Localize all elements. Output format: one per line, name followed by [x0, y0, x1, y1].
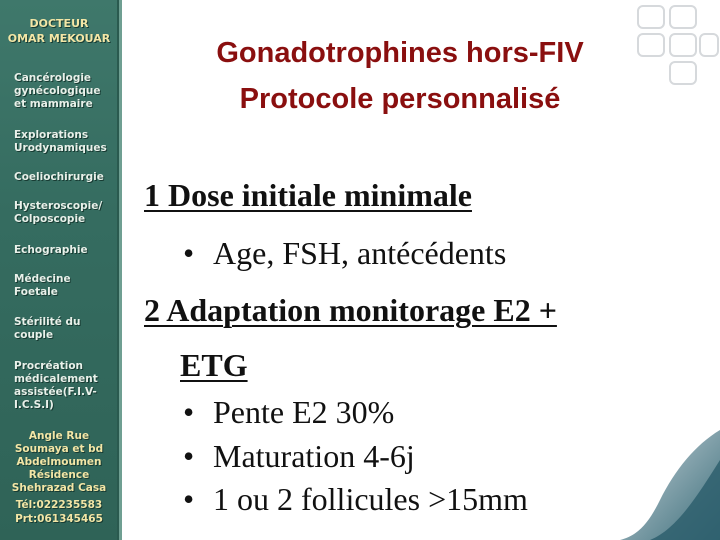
bullet-text: 1 ou 2 follicules >15mm — [213, 481, 528, 517]
bullet-mark: • — [183, 438, 195, 474]
sidebar-item-coeliochirurgie[interactable]: Coeliochirurgie — [14, 171, 104, 183]
phone-number: Tél:022235583 — [15, 499, 103, 511]
mobile-number: Prt:061345465 — [15, 513, 103, 525]
bullet-mark: • — [183, 481, 195, 517]
title-line-1: Gonadotrophines hors-FIV — [216, 37, 584, 69]
bullet-text: Pente E2 30% — [213, 394, 395, 430]
doctor-name: DOCTEUR OMAR MEKOUAR — [7, 17, 111, 45]
heading-adaptation: 2 Adaptation monitorage E2 + — [144, 292, 557, 328]
heading-adaptation-cont: ETG — [180, 347, 248, 383]
bullet-mark: • — [183, 235, 195, 271]
heading-dose-initiale: 1 Dose initiale minimale — [144, 177, 472, 213]
sidebar-item-explorations[interactable]: Explorations Urodynamiques — [14, 129, 107, 154]
bullet-item — [183, 233, 506, 273]
sidebar-item-cancerologie[interactable]: Cancérologie gynécologique et mammaire — [14, 72, 101, 110]
bullet-text: Age, FSH, antécédents — [213, 235, 507, 271]
slide-title — [140, 30, 660, 122]
sidebar-item-sterilite[interactable]: Stérilité du couple — [14, 316, 81, 341]
title-line-2: Protocole personnalisé — [239, 83, 561, 115]
bullet-text: Maturation 4-6j — [213, 438, 415, 474]
sidebar-item-pma[interactable]: Procréation médicalement assistée(F.I.V- I.C.S.I) — [14, 360, 98, 411]
sidebar-item-hysteroscopie[interactable]: Hysteroscopie/ Colposcopie — [14, 200, 103, 225]
sidebar-item-medecine-foetale[interactable]: Médecine Foetale — [14, 273, 71, 298]
address-block: Angle Rue Soumaya et bd Abdelmoumen Résidence Shehrazad Casa — [11, 430, 107, 494]
bullet-mark: • — [183, 394, 195, 430]
bullet-item — [183, 436, 415, 476]
bullet-item — [183, 479, 528, 519]
sidebar-nav — [0, 0, 122, 540]
sidebar-item-echographie[interactable]: Echographie — [14, 244, 88, 256]
corner-swoosh-icon — [620, 430, 720, 540]
bullet-item — [183, 392, 394, 432]
